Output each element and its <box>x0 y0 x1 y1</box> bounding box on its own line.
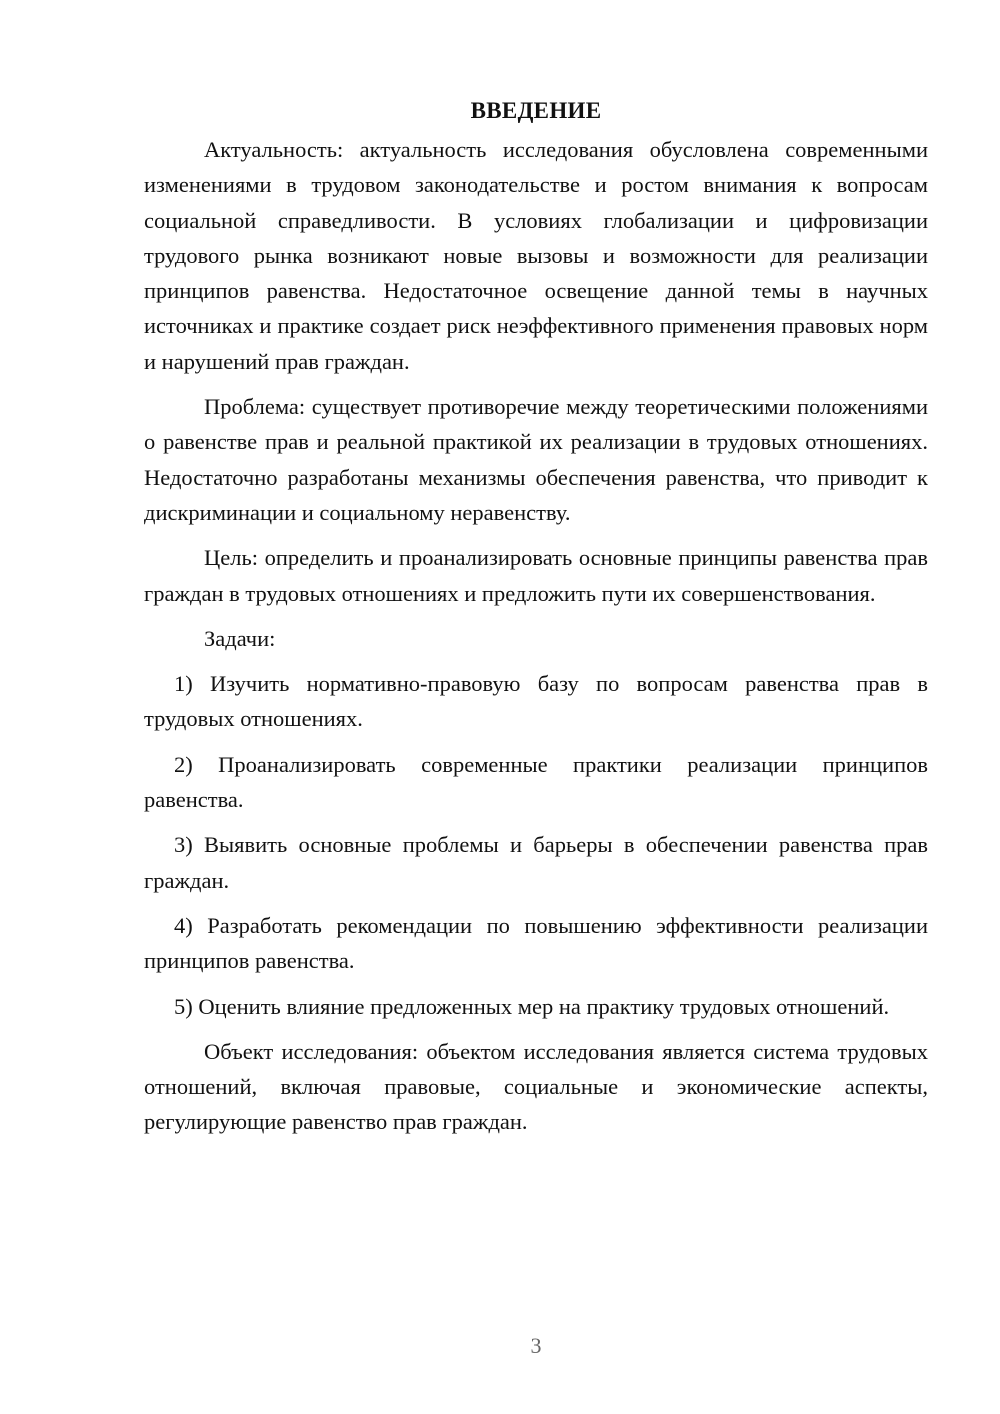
page-title: ВВЕДЕНИЕ <box>470 98 602 123</box>
document-page <box>144 96 928 1140</box>
task-item: 5) Оценить влияние предложенных мер на практику трудовых отношений. <box>174 993 890 1019</box>
relevance-paragraph: Актуальность: актуальность исследования обусловлена современными изменениями в трудовом законодательстве и ростом внимания к вопросам социальной справедливости. В условиях глобализации и цифровизации трудового рынка возникают новые вызовы и возможности для реализации принципов равенства. Недостаточное освещение данной темы в научных источниках и практике создает риск неэффективного применения правовых норм и нарушений прав граждан. <box>144 137 928 374</box>
task-item: 1) Изучить нормативно-правовую базу по вопросам равенства прав в трудовых отношениях. <box>144 671 928 732</box>
object-paragraph: Объект исследования: объектом исследования является система трудовых отношений, включая правовые, социальные и экономические аспекты, регулирующие равенство прав граждан. <box>144 1038 928 1135</box>
task-item: 2) Проанализировать современные практики реализации принципов равенства. <box>144 751 928 813</box>
page-number: 3 <box>530 1333 542 1358</box>
tasks-heading: Задачи: <box>204 625 276 651</box>
task-item: 3) Выявить основные проблемы и барьеры в обеспечении равенства прав граждан. <box>144 832 928 893</box>
problem-paragraph: Проблема: существует противоречие между теоретическими положениями о равенстве прав и реальной практикой их реализации в трудовых отношениях. Недостаточно разработаны механизмы обеспечения равенства, что приводит к дискриминации и социальному неравенству. <box>144 394 928 525</box>
task-item: 4) Разработать рекомендации по повышению эффективности реализации принципов равенства. <box>144 912 928 974</box>
tasks-list <box>144 666 928 1024</box>
goal-paragraph: Цель: определить и проанализировать основные принципы равенства прав граждан в трудовых отношениях и предложить пути их совершенствования. <box>144 545 928 606</box>
